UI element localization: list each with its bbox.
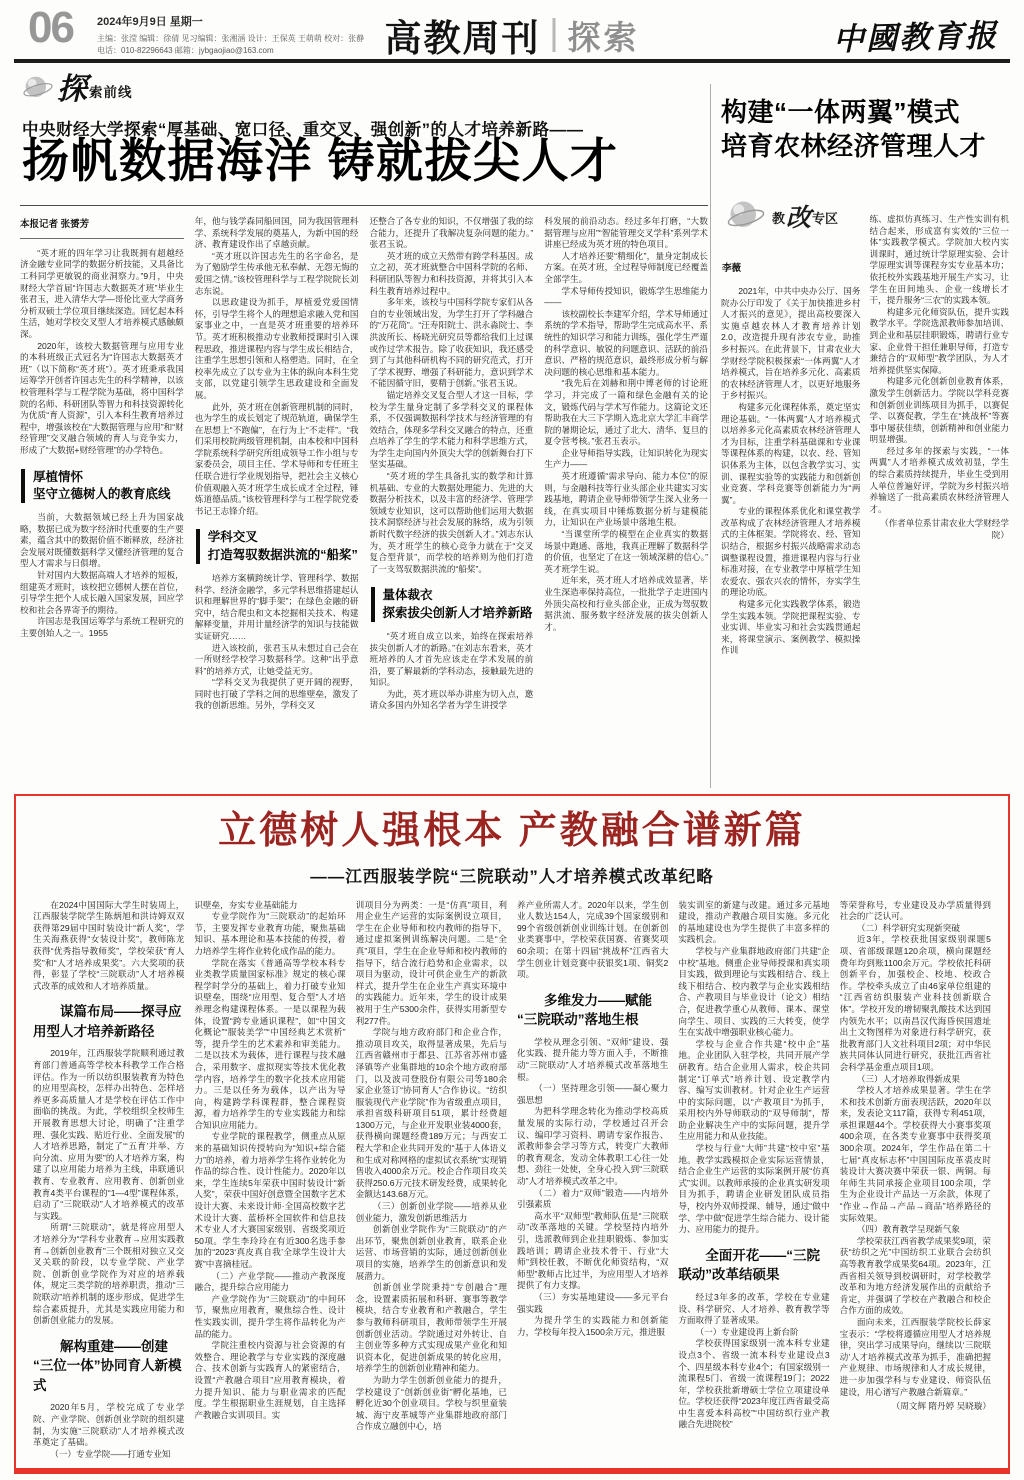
right-article-author: 李薇 bbox=[722, 263, 742, 274]
staff-credits: 主编：张滢 编辑：徐倩 见习编辑：张湘涵 设计：王保英 王萌萌 校对：张静 bbox=[97, 34, 365, 43]
article-subhead: 学科交叉 打造驾驭数据洪流的“船桨” bbox=[196, 529, 359, 564]
body-paragraph: 为提升学生的实践能力和创新能力，学校每年投入1500余万元，推进服 bbox=[516, 1315, 669, 1337]
text-column bbox=[721, 214, 861, 788]
body-paragraph: （三）人才培养取得新成果 bbox=[856, 1073, 960, 1084]
body-paragraph-continued: 还整合了各专业的知识，不仅增强了我的综合能力，还提升了我解决复杂问题的能力。”张君玉说。 bbox=[369, 216, 534, 250]
body-paragraph-continued: 等荣誉称号，专业建设及办学质量得到社会的广泛认可。 bbox=[839, 899, 991, 922]
text-column bbox=[870, 214, 1010, 788]
body-paragraph: 该校副校长李建军介绍，学术导师通过系统的学术指导，帮助学生完成高水平、系统性的知识学习和能力训练，强化学生严谨的科学意识、敏锐的问题意识、活跃的前沿意识、严格的规范意识，最终形成分析与解决问题的核心思维和基本能力。 bbox=[544, 308, 708, 377]
text-column bbox=[20, 216, 184, 788]
byline: 本报记者 张赟芳 bbox=[20, 216, 184, 239]
signature: （周文辉 隋丹婷 吴晓璇） bbox=[891, 1401, 991, 1412]
body-paragraph: 学校与企业合作共建“校中企”基地。企业团队入驻学校，共同开展产学研教育。结合企业用人需求，校企共同制定“订单式”培养计划、设定教学内容、编写实训教材。针对企业生产运营中的实际问题，以“产教项目”为抓手，采用校内外导师联动的“双导师制”，帮助企业解决生产中的实际问题，提升学生应用能力和从业技能。 bbox=[678, 1038, 830, 1142]
page-number: 06 bbox=[28, 3, 73, 52]
body-paragraph: 培养方案横跨统计学、管理科学、数据科学、经济金融学，多元学科思维搭建起认识和理解世界的“脚手架”；在绿色金融的研究中，结合爬虫和文本挖掘相关技术、构建解释变量，并用计量经济学的知识与技能做实证研究…… bbox=[194, 572, 359, 641]
body-paragraph: 构建多元化师资队伍，提升实践教学水平。学院选派教师参加培训、到企业和基层挂职锻炼，聘请行业专家、企业骨干担任兼职导师，打造专兼结合的“双师型”教学团队，为人才培养提供坚实保障。 bbox=[869, 306, 1009, 375]
feature-body bbox=[33, 899, 991, 1459]
column-divider-line bbox=[710, 84, 711, 788]
body-paragraph: 学院在落实《普通高等学校本科专业类教学质量国家标准》规定的核心课程学时学分的基础上，着力打破专业知识壁垒，围绕“应用型、复合型”人才培养理念构建课程体系。一是以课程为载体，设置“跨专业通识课程”，如“中国文化概论”“服装美学”“中国经典艺术赏析”等，提升学生的艺术素养和审美能力。二是以技术为载体，进行课程与技术融合，采用数字、虚拟现实等技术优化教学内容，培养学生的数字化技术应用能力。三是以任务为载体，以产出为导向，构建跨学科课程群，整合课程资源，着力培养学生的专业实践能力和综合知识应用能力。 bbox=[194, 957, 346, 1130]
body-paragraph: 高水平“双师型”教师队伍是“三院联动”改革落地的关键。学校坚持内培外引，选派教师到企业挂职锻炼、参加实践培训；聘请企业技术骨干、行业“大师”到校任教，不断优化师资结构，“双师型”教师占比过半，为应用型人才培养提供了有力支撑。 bbox=[516, 1210, 669, 1291]
body-paragraph: “学科交叉为我提供了更开阔的视野，同时也打破了学科之间的思维壁垒，激发了我的创新思维。另外，学科交叉 bbox=[194, 677, 359, 711]
body-paragraph: 构建多元化创新创业教育体系，激发学生创新活力。学院以学科竞赛和创新创业训练项目为抓手，以赛促学、以赛促教，学生在“挑战杯”等赛事中屡获佳绩，创新精神和创业能力明显增强。 bbox=[869, 376, 1009, 445]
body-paragraph: 当前，大数据领域已经上升为国家战略，数据已成为数字经济时代重要的生产要素，蕴含其中的数据价值不断释放，经济社会发展对既懂数据科学又懂经济管理的复合型人才需求与日俱增。 bbox=[20, 512, 184, 569]
body-paragraph: 人才培养还要“精细化”，量身定制成长方案。在英才班，全过程导师制度已经覆盖全部学生。 bbox=[544, 250, 708, 284]
body-paragraph: 在2024中国国际大学生时装周上，江西服装学院学生陈炳旭和洪诗姆双双获得第29届中国时装设计“新人奖”，学生关海燕获得“女装设计奖”，教师陈龙获得“优秀指导教师奖”，学校荣获“育人奖”和“人才培养成果奖”。六大奖项的获得，彰显了学校“三院联动”人才培养模式改革的成效和人才培养质量。 bbox=[33, 899, 185, 991]
body-paragraph: 学校与产业集群地政府部门共建“企中校”基地。侧重企业导师授课和真实项目实践，做到理论与实践相结合、线上线下相结合、校内教学与企业实践相结合、产教项目与毕业设计（论文）相结合，促进教学重心从教师、课本、课堂向学生、项目、实践的三大转变，使学生在实战中增强职业核心能力。 bbox=[678, 945, 830, 1038]
body-paragraph: （二）科学研究实现新突破 bbox=[856, 922, 960, 933]
text-column bbox=[194, 900, 345, 1452]
body-paragraph: （二）产业学院——推动产教深度融合，提升综合应用能力 bbox=[194, 1270, 346, 1293]
body-paragraph: “英才班以许国志先生的名字命名，是为了勉励学生传承他无私奉献、无怨无悔的爱国之情。”该校管理科学与工程学院院长刘志东说。 bbox=[194, 250, 359, 296]
body-paragraph: 产业学院作为“三院联动”的中间环节，聚焦应用教育，聚焦综合性、设计性实践实训，提升学生将作品转化为产品的能力。 bbox=[194, 1293, 346, 1339]
body-paragraph: “英才班的四年学习让我既拥有超越经济金融专业同学的数据分析技能，又具备比工科同学更敏锐的商业洞察力。”9月，中央财经大学首届“许国志大数据英才班”毕业生张君玉，进入清华大学—哥伦比亚大学商务分析双硕士学位项目继续深造。回忆起本科生活，她对学校交叉型人才培养模式感触颇深。 bbox=[20, 247, 184, 340]
badge-label: 索前线 bbox=[89, 85, 133, 100]
body-paragraph: 学术导师传授知识，锻炼学生思维能力—— bbox=[544, 285, 708, 308]
feature-subtitle: ——江西服装学院“三院联动”人才培养模式改革纪略 bbox=[310, 867, 714, 886]
body-paragraph: 许国志是我国运筹学与系统工程研究的主要创始人之一。1955 bbox=[20, 616, 184, 638]
body-paragraph: 为把科学理念转化为推动学校高质量发展的实际行动，学校通过召开会议、编印学习资料、聘请专家作报告、派教师参会学习等方式，转变广大教师的教育观念，发动全体教职工心往一处想、劲往一处使，全身心投入到“三院联动”人才培养模式改革之中。 bbox=[516, 1106, 669, 1186]
section-subhead: 谋篇布局——探寻应用型人才培养新路径 bbox=[33, 1004, 182, 1039]
body-paragraph: 创新创业学院作为“三院联动”的产出环节，聚焦创新创业教育，联系企业运营、市场营销的实际，通过创新创业项目的实施，培养学生的创新意识和发展潜力。 bbox=[355, 1224, 507, 1281]
badge-calligraphy-char: 改 bbox=[786, 202, 812, 232]
body-paragraph-continued: 识壁垒，夯实专业基础能力 bbox=[194, 899, 298, 910]
main-article-body bbox=[20, 216, 708, 788]
article-subhead: 量体裁衣 探索拔尖创新人才培养新路 bbox=[371, 587, 534, 622]
body-paragraph: “英才班的学生具备扎实的数学和计算机基础、专业的大数据处理能力、先进的大数据分析技术，以及丰富的经济学、管理学领域专业知识，这可以帮助他们运用大数据技术洞察经济与社会发展的脉络，成为引领新时代数字经济的拔尖创新人才。”刘志东认为，英才班学生的核心竞争力就在于“交叉复合型背景”，而学校的培养则为他们打造了一支驾驭数据洪流的“船桨”。 bbox=[369, 471, 534, 574]
text-column bbox=[544, 216, 708, 788]
body-paragraph: （一）专业建设再上新台阶 bbox=[695, 1326, 799, 1337]
newspaper-logo: 中國教育报 bbox=[832, 17, 999, 59]
body-paragraph-continued: 练、虚拟仿真练习、生产性实训有机结合起来，形成富有实效的“三位一体”实践教学模式。学院加大校内实训课时，通过统计学原理实验、会计学原理实训等课程夯实专业基本功；依托校外实践基地开展生产实习，让学生在田间地头、企业一线增长才干，提升服务“三农”的实践本领。 bbox=[869, 214, 1009, 306]
body-paragraph: （一）专业学院——打通专业知 bbox=[50, 1448, 171, 1459]
body-paragraph: 2021年，中共中央办公厅、国务院办公厅印发了《关于加快推进乡村人才振兴的意见》，提出高校要深入实施卓越农林人才教育培养计划2.0，改造提升现有涉农专业，助推乡村振兴。在此背景下，甘肃农业大学财经学院积极探索“一体两翼”人才培养模式，旨在培养多元化、高素质的农林经济管理人才，以更好地服务于乡村振兴。 bbox=[721, 286, 861, 401]
body-paragraph: 针对国内大数据高端人才培养的短板，组建英才班时，该校把立德树人摆在首位，引导学生把个人成长融入国家发展，回应学校和社会各界寄予的期待。 bbox=[20, 570, 184, 615]
masthead bbox=[385, 8, 640, 62]
body-paragraph: 面向未来，江西服装学院校长薛家宝表示：“学校将遵循应用型人才培养规律，突出学习成果导向，继续以‘三院联动’人才培养模式改革为抓手，准确把握产业规律、市场规律和人才成长规律，进一步加强学科与专业建设、师资队伍建设，用心谱写产教融合新篇章。” bbox=[839, 1316, 991, 1397]
main-article-headline: 扬帆数据海洋 铸就拔尖人才 bbox=[22, 134, 619, 187]
column-badge-explore-frontline bbox=[22, 71, 133, 107]
body-paragraph: 经过多年的探索与实践，“一体两翼”人才培养模式成效初显，学生的综合素质持续提升，毕业生受到用人单位普遍好评，学院为乡村振兴培养输送了一批高素质农林经济管理人才。 bbox=[869, 445, 1009, 514]
body-paragraph: 学院与地方政府部门和企业合作，推动项目攻关，取得显著成果，先后与江西省赣州市于都县、江苏省苏州市盛泽镇等产业集群地的10余个地方政府部门，以及波司登股份有限公司等180余家企业签订“协同育人”合作协议。“纺织服装现代产业学院”作为省级重点项目，承担省级科研项目51项，累计经费超1300万元，与企业开发职业装4000套，获得横向课题经费189万元；与西安工程大学和企业共同开发的“基于人体语义和生成对称网格的虚拟试衣系统”实现销售收入4000余万元。校企合作项目攻关获得250.6万元技术研发经费，成果转化金额达143.68万元。 bbox=[355, 1027, 507, 1200]
body-paragraph: 为此，英才班以举办讲座为切入点，邀请众多国内外知名学者为学生讲授学 bbox=[369, 688, 534, 711]
section-subhead: 全面开花——“三院联动”改革结硕果 bbox=[678, 1247, 821, 1283]
body-paragraph-continued: 年，他与钱学森同船回国，同为我国管理科学、系统科学发展的奠基人，为新中国的经济、教育建设作出了卓越贡献。 bbox=[194, 216, 359, 250]
signature: （作者单位系甘肃农业大学财经学院） bbox=[880, 518, 1009, 541]
body-paragraph: “英才班自成立以来，始终在探索培养拔尖创新人才的新路。”在刘志东看来，英才班培养的人才首先应该走在学术发展的前沿，要了解最新的学科动态，接触最先进的知识。 bbox=[369, 630, 534, 688]
text-column bbox=[33, 899, 185, 1459]
body-paragraph-continued: 养产业所需人才。2020年以来，学生创业人数达154人，完成39个国家级别和99个省级创新创业训练计划。在创新创业类赛事中，学校荣获国赛、省赛奖项60余项；在第十四届“挑战杯”江西省大学生创业计划竞赛中获银奖1项、铜奖2项。 bbox=[516, 899, 669, 980]
body-paragraph: 经过3年多的改革，学校在专业建设、科学研究、人才培养、教育教学等方面取得了显著成果。 bbox=[678, 1291, 830, 1326]
body-paragraph: 2019年，江西服装学院顺利通过教育部门普通高等学校本科教学工作合格评估。作为一所以纺织服装教育为特色的应用型高校，怎样办出特色、怎样培养更多高质量人才是学校在评估工作中面临的挑战。为此，学校组织全校师生开展教育思想大讨论，明确了“注重学理、强化实践、贴近行业、全面发展”的人才培养思路，制定了“‘五育’并举、方向分流、应用为要”的人才培养方案，构建了以应用能力培养为主线，串联通识教育、专业教育、应用教育、创新创业教育4类平台课程的“1—4型”课程体系，启动了“三院联动”人才培养模式的改革与实践。 bbox=[33, 1048, 185, 1221]
badge-label: 专区 bbox=[812, 210, 839, 226]
body-paragraph: 英才班的成立天然带有跨学科基因。成立之初，英才班就整合中国科学院的名师、科研团队等智力和科技资源，并将其引入本科生教育培养过程中。 bbox=[369, 250, 534, 296]
masthead-divider bbox=[553, 18, 556, 52]
body-paragraph: （三）创新创业学院——培养从业创业能力，激发创新思维活力 bbox=[355, 1201, 507, 1223]
body-paragraph: 学院注重校内资源与社会资源的有效整合、理论教学与专业实践的深度融合、技术创新与实践育人的紧密结合，设置“产教融合项目”应用教育模块，着力提升知识、能力与职业需求的匹配度。学生根据职业生涯规划，自主选择产教融合实训项目。实 bbox=[194, 1340, 346, 1420]
body-paragraph: “我先后在刘赫和荆中博老师的讨论班学习，并完成了一篇和绿色金融有关的论文，锻炼代码与学术写作能力。这篇论文还帮助我在大三下学期入选北京大学汇丰商学院的暑期论坛，通过了北大、清华、复旦的夏令营考核。”张君玉表示。 bbox=[544, 378, 708, 447]
text-column bbox=[195, 216, 359, 788]
body-paragraph: 近年来，英才班人才培养成效显著，毕业生深造率保持高位，一批批学子走进国内外顶尖高校和行业头部企业，正成为驾驭数据洪流、服务数字经济发展的拔尖创新人才。 bbox=[544, 575, 708, 632]
body-paragraph: 进入该校前，张君玉从未想过自己会在一所财经学校学习数据科学。这种“出乎意料”的培养方式，让她受益无穷。 bbox=[194, 642, 359, 676]
text-column bbox=[840, 900, 991, 1452]
body-paragraph: 专业学院作为“三院联动”的起始环节，主要发挥专业教育功能，聚焦基础知识、基本理论和基本技能的传授，着力培养学生将作业转化成作品的能力。 bbox=[194, 911, 346, 956]
main-article-kicker: 中央财经大学探索“厚基础、宽口径、重交叉、强创新”的人才培养新路—— bbox=[22, 121, 584, 139]
feature-section-box bbox=[14, 794, 1010, 1474]
body-paragraph: 企业导师指导实践，让知识转化为现实生产力—— bbox=[544, 447, 708, 470]
publication-date: 2024年9月9日 星期一 bbox=[97, 16, 203, 28]
body-paragraph-continued: 科发展的前沿动态。经过多年打磨，“大数据管理与应用”“智能管理交叉学科”系列学术讲座已经成为英才班的特色项目。 bbox=[544, 216, 708, 250]
text-column bbox=[678, 900, 829, 1452]
right-headline-line2: 培育农林经济管理人才 bbox=[721, 131, 987, 162]
right-article-body bbox=[721, 214, 1009, 788]
headline-rule bbox=[20, 205, 708, 206]
section-subhead: 解构重建——创建“三位一体”协同育人新模式 bbox=[33, 1338, 182, 1393]
body-paragraph: 学校荣获江西省教学成果奖9项，荣获“纺织之光”中国纺织工业联合会纺织高等教育教学成果奖64项。2023年，江西省相关领导到校调研时，对学校教学改革和为地方经济发展作出的贡献给予肯定，并强调了学校在产教融合和校企合作方面的成效。 bbox=[839, 1235, 991, 1316]
publication-info bbox=[97, 13, 364, 57]
globe-icon bbox=[22, 74, 54, 104]
body-paragraph: 专业的课程体系优化和课堂教学改革构成了农林经济管理人才培养模式的主体框架。学院将农、经、管知识结合，根据乡村振兴战略需求动态调整课程设置，推进课程内容与行业标准对接，在专业教学中厚植学生知农爱农、强农兴农的情怀，夯实学生的理论功底。 bbox=[721, 506, 861, 598]
body-paragraph: 为助力学生创新创业能力的提升，学校建设了“创新创业街”孵化基地，已孵化近30个创业项目。学校与织里童装城、海宁皮革城等产业集群地政府部门合作成立融创中心，培 bbox=[355, 1374, 507, 1432]
right-headline-line1: 构建“一体两翼”模式 bbox=[721, 97, 961, 127]
body-paragraph: 创新创业学院秉持“专创融合”理念，设置素质拓展和科研、赛事等教学模块，结合专业教育和产教融合，学生参与教师科研项目，教师带领学生开展创新创业活动。学院通过对外转让、自主创业等多种方式实现成果产业化和知识资本化，促进创新成果的转化应用，培养学生的创新创业精神和能力。 bbox=[355, 1282, 507, 1374]
body-paragraph: （二）着力“双师”锻造——内培外引强素质 bbox=[516, 1187, 669, 1210]
article-subhead: 厚植情怀 坚守立德树人的教育底线 bbox=[21, 469, 184, 504]
body-paragraph: “当课堂所学的模型在企业真实的数据场景中跑通、落地，我真正理解了数据科学的价值，也坚定了在这一领域深耕的信心。”英才班学生说。 bbox=[544, 529, 708, 574]
body-paragraph: 学校从理念引领、“双师”建设、强化实践、提升能力等方面入手，不断推动“三院联动”人才培养模式改革落地生根。 bbox=[516, 1036, 669, 1082]
badge-label-prefix: 教 bbox=[772, 210, 786, 226]
text-column bbox=[517, 900, 668, 1452]
body-paragraph: 构建多元化实践教学体系，锻造学生实践本领。学院把课程实验、专业实训、毕业实习和社会实践贯通起来，将课堂演示、案例教学、模拟操作训 bbox=[721, 599, 861, 656]
masthead-title: 高教周刊 bbox=[384, 18, 541, 59]
body-paragraph: 专业学院的课程教学，侧重点从原来的基础知识传授转向为“知识+综合能力”的培养，着力培养学生将作业转化为作品的综合性、设计性能力。2020年以来，学生连续5年荣获中国时装设计“新人奖”，荣获中国好创意暨全国数字艺术设计大赛、未来设计师·全国高校数字艺术设计大赛、蓝桥杯全国软件和信息技术专业人才大赛国家级别、省级奖项近50项。学生李玲玲在有近300名选手参加的“2023‘真皮真自我’全球学生设计大赛”中喜摘桂冠。 bbox=[194, 1131, 346, 1269]
right-article-headline bbox=[721, 95, 1011, 164]
text-column bbox=[370, 216, 534, 788]
body-paragraph: 构建多元化课程体系，奠定坚实理论基础。“一体两翼”人才培养模式以培养多元化高素质农林经济管理人才为目标，注重学科基础课和专业课等课程体系的构建，以农、经、管知识体系为主体，以包含教学实习、实训、课程实验等的实践能力和创新创业竞赛、学科竞赛等创新能力为“两翼”。 bbox=[721, 401, 861, 505]
body-paragraph: 学校与行业“大师”共建“校中室”基地。教学实践模拟企业实际运营情景，结合企业生产运营的实际案例开展“仿真式”实训。以教师承接的企业真实研发项目为抓手，聘请企业研发团队成员指导，校内外双师授课、辅导，通过“做中学、学中做”促进学生综合能力、设计能力、应用能力的提升。 bbox=[678, 1143, 830, 1235]
body-paragraph: 多年来，该校与中国科学院专家们从各自的专业领域出发，为学生打开了学科融合的“万花筒”。“汪寿阳院士、洪永淼院士、李洪波所长、杨晓光研究员等都给我们上过课或作过学术报告。除了收获知识，我还感受到了与其他科研机构不同的研究范式，打开了学术视野、增强了科研能力，意识到学术不能因循守旧，要精于创新。”张君玉说。 bbox=[369, 297, 534, 389]
body-paragraph: （三）夯实基地建设——多元平台强实践 bbox=[516, 1291, 669, 1314]
body-paragraph: 锚定培养交叉复合型人才这一目标，学校为学生量身定制了多学科交叉的课程体系，不仅强调数据科学技术与经济管理的有效结合，体现多学科交叉融合的特点，还重点培养了学生的学术能力和科学思维方式，为学生走向国内外顶尖大学的创新舞台打下坚实基础。 bbox=[369, 389, 534, 470]
body-paragraph: （四）教育教学呈现新气象 bbox=[856, 1224, 960, 1235]
contact-info: 电话：010-82296643 邮箱：jybgaojiao@163.com bbox=[97, 46, 274, 55]
section-subhead: 多维发力——赋能“三院联动”落地生根 bbox=[516, 992, 652, 1028]
feature-headline: 立德树人强根本 产教融合谱新篇 bbox=[218, 810, 806, 852]
body-paragraph: 2020年，该校大数据管理与应用专业的本科班级正式冠名为“许国志大数据英才班”（以下简称“英才班”）。英才班秉承我国运筹学开创者许国志先生的科学精神，以该校管理科学与工程学院为基础，将中国科学院的名师、科研团队等智力和科技资源转化为优质“育人资源”，引入本科生教育培养过程中，增强该校在“大数据管理与应用”和“财经管理”交叉融合领域的育人与竞争实力，形成了“大数据+财经管理”的办学特色。 bbox=[20, 340, 184, 455]
text-column bbox=[356, 900, 507, 1452]
header-rule bbox=[14, 59, 1010, 63]
body-paragraph: 2020年5月，学校完成了专业学院、产业学院、创新创业学院的组织建制，为实施“三院联动”人才培养模式改革奠定了基础。 bbox=[33, 1402, 185, 1448]
body-paragraph: 英才班遵循“需求导向、能力本位”的原则，与金融科技等行业头部企业共建实习实践基地，聘请企业导师带领学生深入业务一线，在真实项目中锤炼数据分析与建模能力，让知识在产业场景中落地生根。 bbox=[544, 471, 708, 528]
body-paragraph-continued: 训项目分为两类：一是“仿真”项目，利用企业生产运营的实际案例设立项目，学生在企业导师和校内教师的指导下，通过虚拟案例训练解决问题。二是“全真”项目，学生在企业导师和校内教师的指导下，结合流行趋势和企业需求，以项目为驱动，设计可供企业生产的新款样式，提升学生在企业生产真实环境中的实践能力。近年来，学生的设计成果被用于生产5300余件，获得实用新型专利277件。 bbox=[355, 899, 507, 1026]
body-paragraph: 以思政建设为抓手，厚植爱党爱国情怀，引导学生将个人的理想追求融入党和国家事业之中，一直是英才班重要的培养环节。英才班积极推动专业教师授课时引入课程思政，推进课程内容与学生成长相结合，注重学生思想引领和人格塑造。同时，在全校率先成立了以专业为主体的纵向本科生党支部，以党建引领学生思政建设和全面发展。 bbox=[194, 297, 359, 400]
body-paragraph: 所谓“三院联动”，就是将应用型人才培养分为“学科专业教育→应用实践教育→创新创业教育”三个既相对独立又交叉关联的阶段，以专业学院、产业学院、创新创业学院作为对应的培养载体，规定三类学院的培养职责，推动“三院联动”培养机制的逐步形成，促进学生综合素质提升，尤其是实践应用能力和创新创业能力的发展。 bbox=[33, 1222, 185, 1326]
body-paragraph: 此外，英才班在创新管理机制的同时，也为学生的成长划定了规范轨道，确保学生在思想上“不跑偏”，在行为上“不走样”。“我们采用校院两级管理机制，由本校和中国科学院系统科学研究所组成领导工作小组与专家委员会，项目主任、学术导师和专任班主任联合进行学业规划指导，把社会主义核心价值观融入英才班学生成长成才全过程，锤炼道德品质。”该校管理科学与工程学院党委书记王志锋介绍。 bbox=[194, 401, 359, 516]
masthead-section: 探索 bbox=[567, 18, 640, 56]
body-paragraph-continued: 装实训室的新建与改建。通过多元基地建设，推动产教融合项目实施。多元化的基地建设也为学生提供了丰富多样的实践机会。 bbox=[678, 899, 830, 945]
body-paragraph: （一）坚持理念引领——凝心聚力强思想 bbox=[516, 1083, 669, 1105]
body-paragraph: 近3年，学校获批国家级别课题5项、省部级课题120余项，横向课题经费年均到账1100余万元。学校依托科研创新平台，加强校企、校地、校政合作。学校牵头成立了由46家单位组建的“江西省纺织服装产业科技创新联合体”。学校开发的增韧聚乳酸技术达到国内领先水平；以南昌汉代海昏侯国遗址出土文物图样为对象进行科学研究，获批教育部门人文社科项目2项；对中华民族共同体认同进行研究，获批江西省社会科学基金重点项目1项。 bbox=[839, 934, 991, 1072]
body-paragraph: 学校获得国家级别一流本科专业建设点3个、省级一流本科专业建设点3个、四星级本科专业4个；有国家级别一流课程5门、省级一流课程19门；2022年，学校获批新增硕士学位立项建设单位。学校还获得“2023年度江西省最受高中生喜爱本科高校”“中国纺织行业产教融合先进院校” bbox=[678, 1338, 830, 1430]
body-paragraph: 学校人才培养成果显著。学生在学术和技术创新方面表现活跃，2020年以来，发表论文117篇，获得专利451项，承担课题44个。学校获得大小赛事奖项400余项，在各类专业赛事中获得奖项300余项。2024年，学生作品在第二十七届“真皮标志杯”中国国际皮革裘皮时装设计大赛决赛中荣获一银、两铜。每年师生共同承接企业项目100余项，学生为企业设计产品达一万余款，体现了“作业→作品→产品→商品”培养路径的实际效果。 bbox=[839, 1085, 991, 1223]
badge-calligraphy-char: 探 bbox=[57, 71, 87, 107]
